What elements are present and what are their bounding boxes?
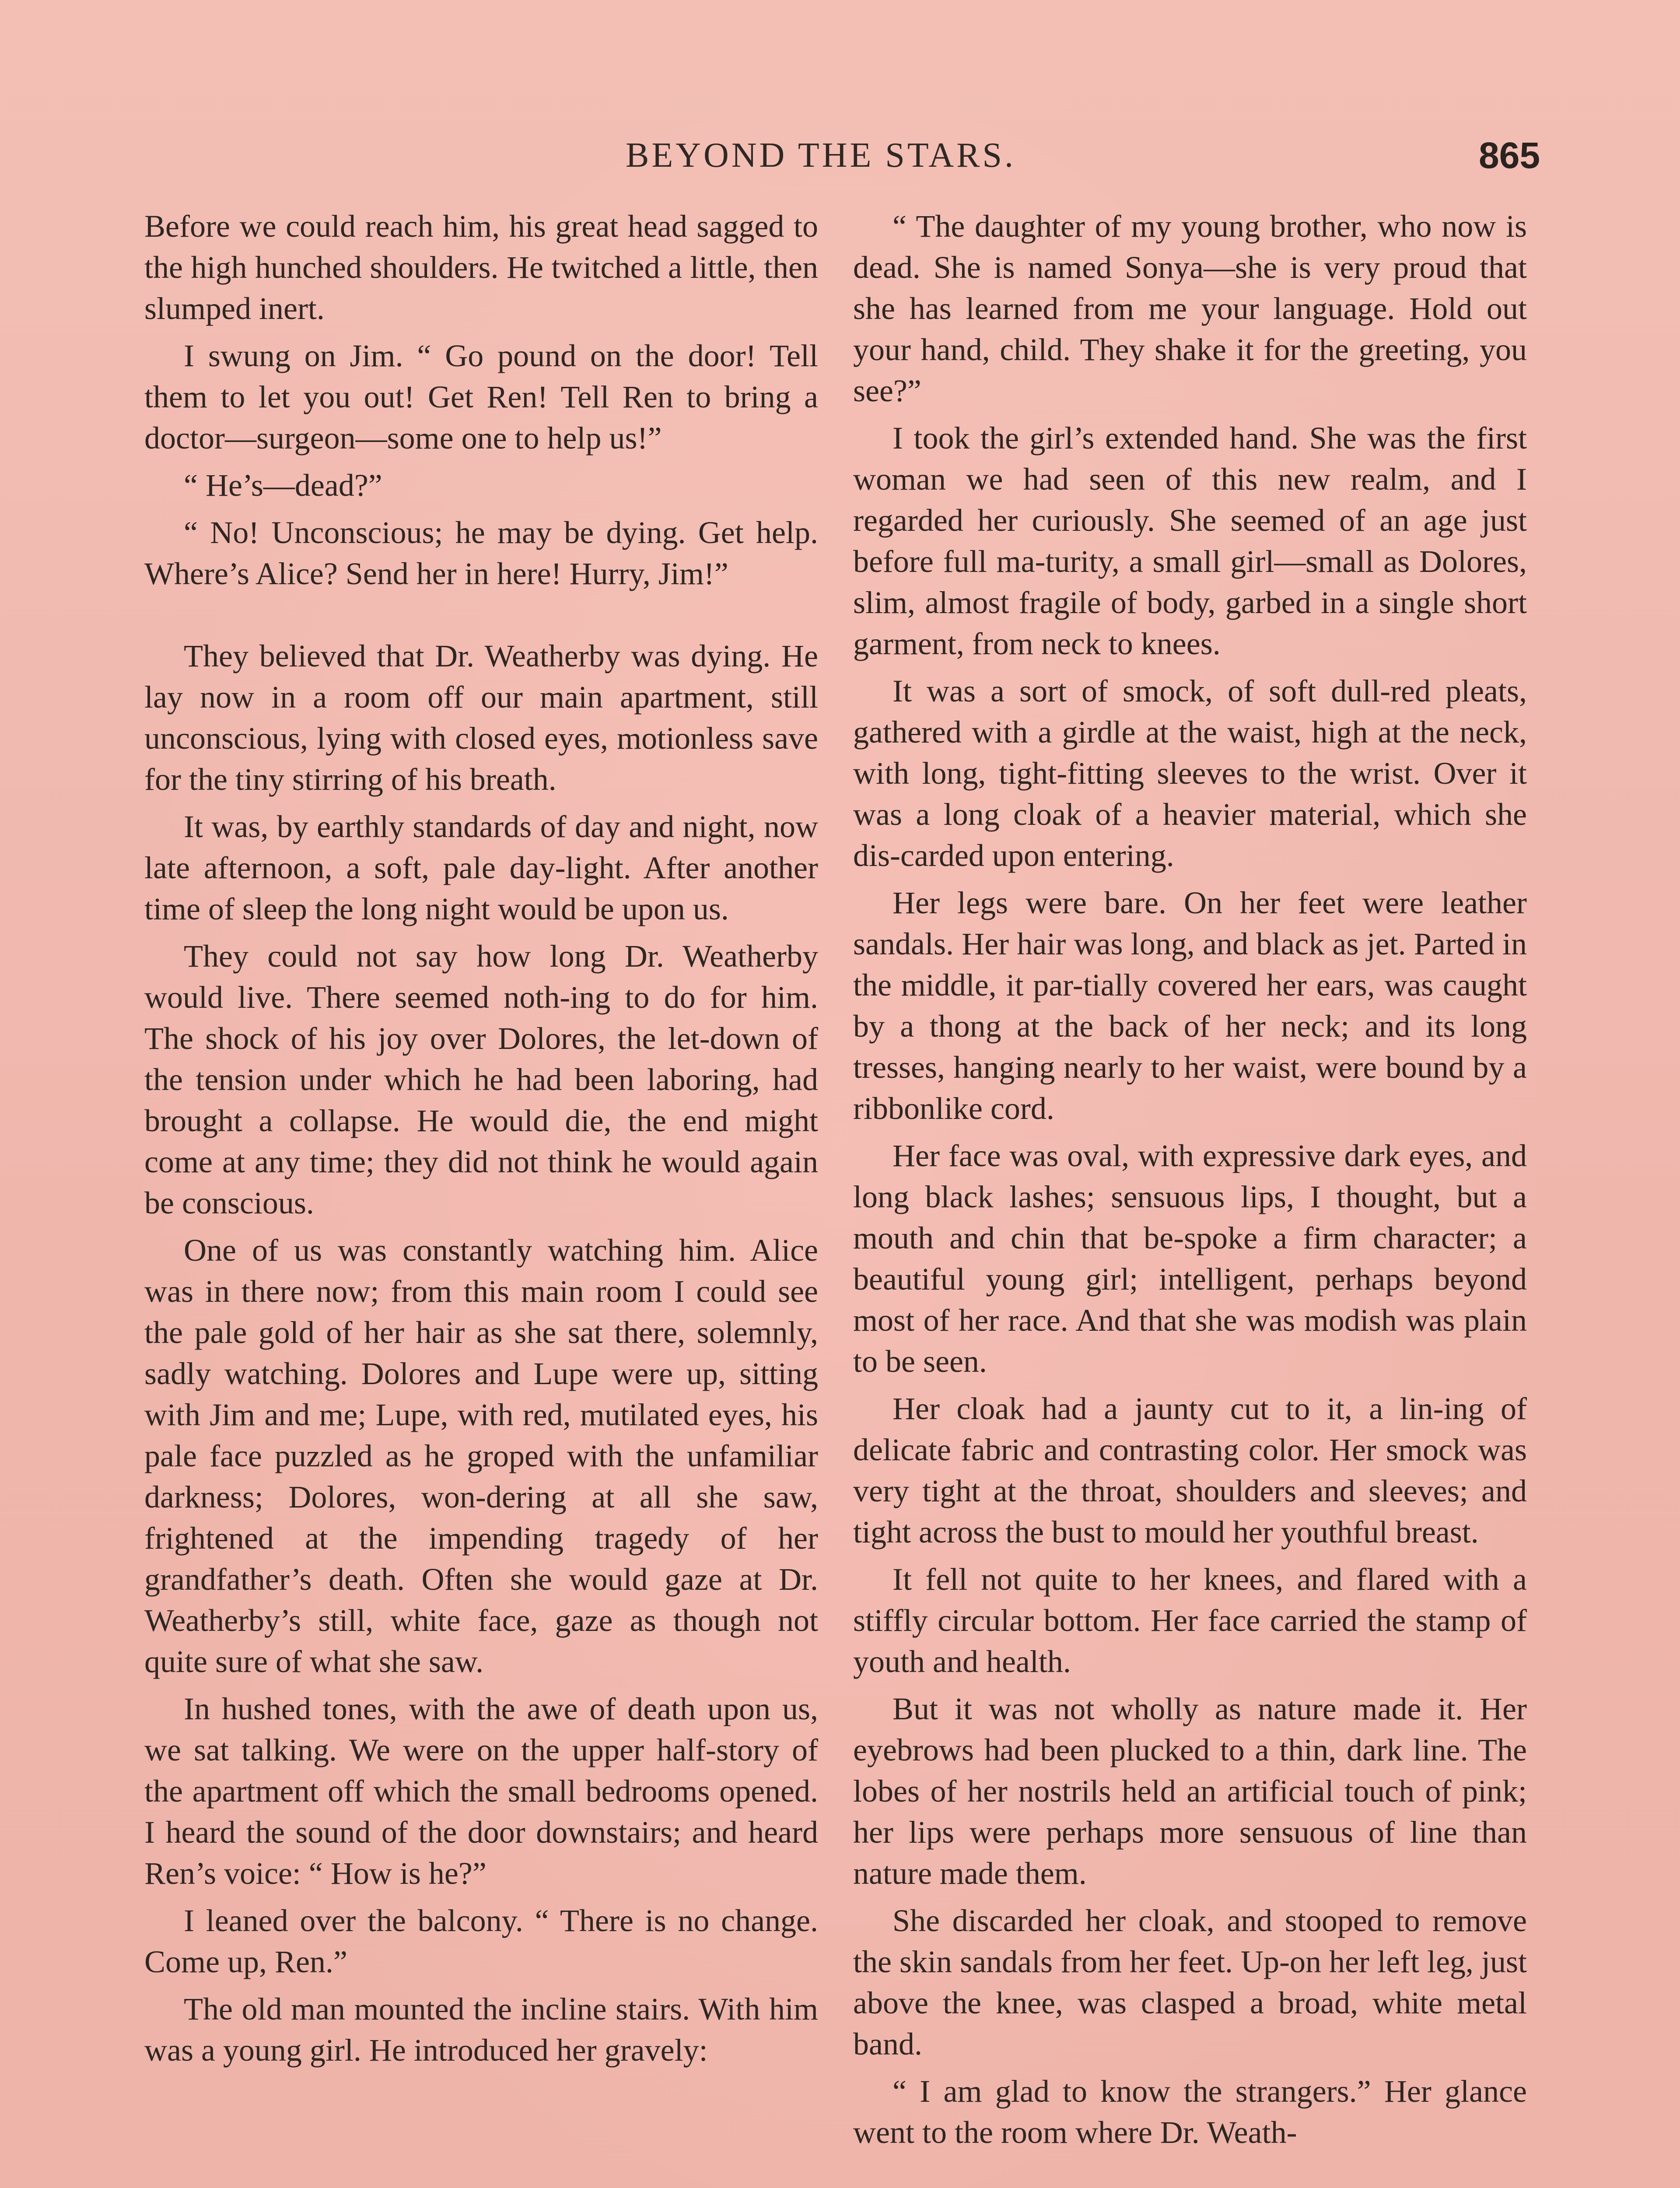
paragraph: One of us was constantly watching him. Alice was in there now; from this main room I could see the pale gold of her hair as she sat there, solemnly, sadly watching. Dolores and Lupe were up, sitting with Jim and me; Lupe, with red, mutilated eyes, his pale face puzzled as he groped with the unfamiliar darkness; Dolores, won-dering at all she saw, frightened at the impending tragedy of her grandfather’s death. Often she would gaze at Dr. Weatherby’s still, white face, gaze as though not quite sure of what she saw. bbox=[144, 1233, 818, 1679]
paragraph: They believed that Dr. Weatherby was dying. He lay now in a room off our main apartment, still unconscious, lying with closed eyes, motionless save for the tiny stirring of his breath. bbox=[144, 638, 818, 797]
paragraph: “ He’s—dead?” bbox=[184, 468, 382, 503]
paragraph: It was, by earthly standards of day and night, now late afternoon, a soft, pale day-light. After another time of sleep the long night would be upon us. bbox=[144, 809, 818, 926]
paragraph: She discarded her cloak, and stooped to remove the skin sandals from her feet. Up-on her left leg, just above the knee, was clasped a broad, white metal band. bbox=[853, 1903, 1527, 2062]
paragraph: They could not say how long Dr. Weatherby would live. There seemed noth-ing to do for him. The shock of his joy over Dolores, the let-down of the tension under which he had been laboring, had brought a collapse. He would die, the end might come at any time; they did not think he would again be conscious. bbox=[144, 939, 818, 1220]
page-number: 865 bbox=[1479, 135, 1540, 176]
paragraph: Her legs were bare. On her feet were leather sandals. Her hair was long, and black as jet. Parted in the middle, it par-tially covered her ears, was caught by a thong at the back of her neck; and its long tresses, hanging nearly to her waist, were bound by a ribbonlike cord. bbox=[853, 885, 1527, 1126]
paragraph: “ I am glad to know the strangers.” Her glance went to the room where Dr. Weath- bbox=[853, 2074, 1527, 2150]
paragraph: Her face was oval, with expressive dark eyes, and long black lashes; sensuous lips, I thought, but a mouth and chin that be-spoke a firm character; a beautiful young girl; intelligent, perhaps beyond most of her race. And that she was modish was plain to be seen. bbox=[853, 1138, 1527, 1379]
paragraph: It fell not quite to her knees, and flared with a stiffly circular bottom. Her face carried the stamp of youth and health. bbox=[853, 1562, 1527, 1679]
paragraph: The old man mounted the incline stairs. With him was a young girl. He introduced her gravely: bbox=[144, 1992, 818, 2068]
paragraph: But it was not wholly as nature made it. Her eyebrows had been plucked to a thin, dark line. The lobes of her nostrils held an artificial touch of pink; her lips were perhaps more sensuous of line than nature made them. bbox=[853, 1691, 1527, 1891]
paragraph: It was a sort of smock, of soft dull-red pleats, gathered with a girdle at the waist, high at the neck, with long, tight-fitting sleeves to the wrist. Over it was a long cloak of a heavier material, which she dis-carded upon entering. bbox=[853, 673, 1527, 873]
paragraph: Before we could reach him, his great head sagged to the high hunched shoulders. He twitched a little, then slumped inert. bbox=[144, 209, 818, 326]
paragraph: Her cloak had a jaunty cut to it, a lin-ing of delicate fabric and contrasting color. Her smock was very tight at the throat, shoulders and sleeves; and tight across the bust to mould her youthful breast. bbox=[853, 1391, 1527, 1550]
paragraph: “ No! Unconscious; he may be dying. Get help. Where’s Alice? Send her in here! Hurry, Jim!” bbox=[144, 515, 818, 591]
running-title: BEYOND THE STARS. bbox=[626, 136, 1016, 175]
page-header bbox=[0, 131, 1680, 179]
paragraph: “ The daughter of my young brother, who now is dead. She is named Sonya—she is very proud that she has learned from me your language. Hold out your hand, child. They shake it for the greeting, you see?” bbox=[853, 209, 1527, 408]
right-column bbox=[853, 206, 1527, 2159]
left-column bbox=[144, 206, 818, 2077]
paragraph: I leaned over the balcony. “ There is no change. Come up, Ren.” bbox=[144, 1903, 818, 1979]
paragraph: I swung on Jim. “ Go pound on the door! Tell them to let you out! Get Ren! Tell Ren to bring a doctor—surgeon—some one to help us!” bbox=[144, 338, 818, 456]
paragraph: I took the girl’s extended hand. She was the first woman we had seen of this new realm, and I regarded her curiously. She seemed of an age just before full ma-turity, a small girl—small as Dolores, slim, almost fragile of body, garbed in a single short garment, from neck to knees. bbox=[853, 421, 1527, 661]
paragraph: In hushed tones, with the awe of death upon us, we sat talking. We were on the upper half-story of the apartment off which the small bedrooms opened. I heard the sound of the door downstairs; and heard Ren’s voice: “ How is he?” bbox=[144, 1691, 818, 1891]
